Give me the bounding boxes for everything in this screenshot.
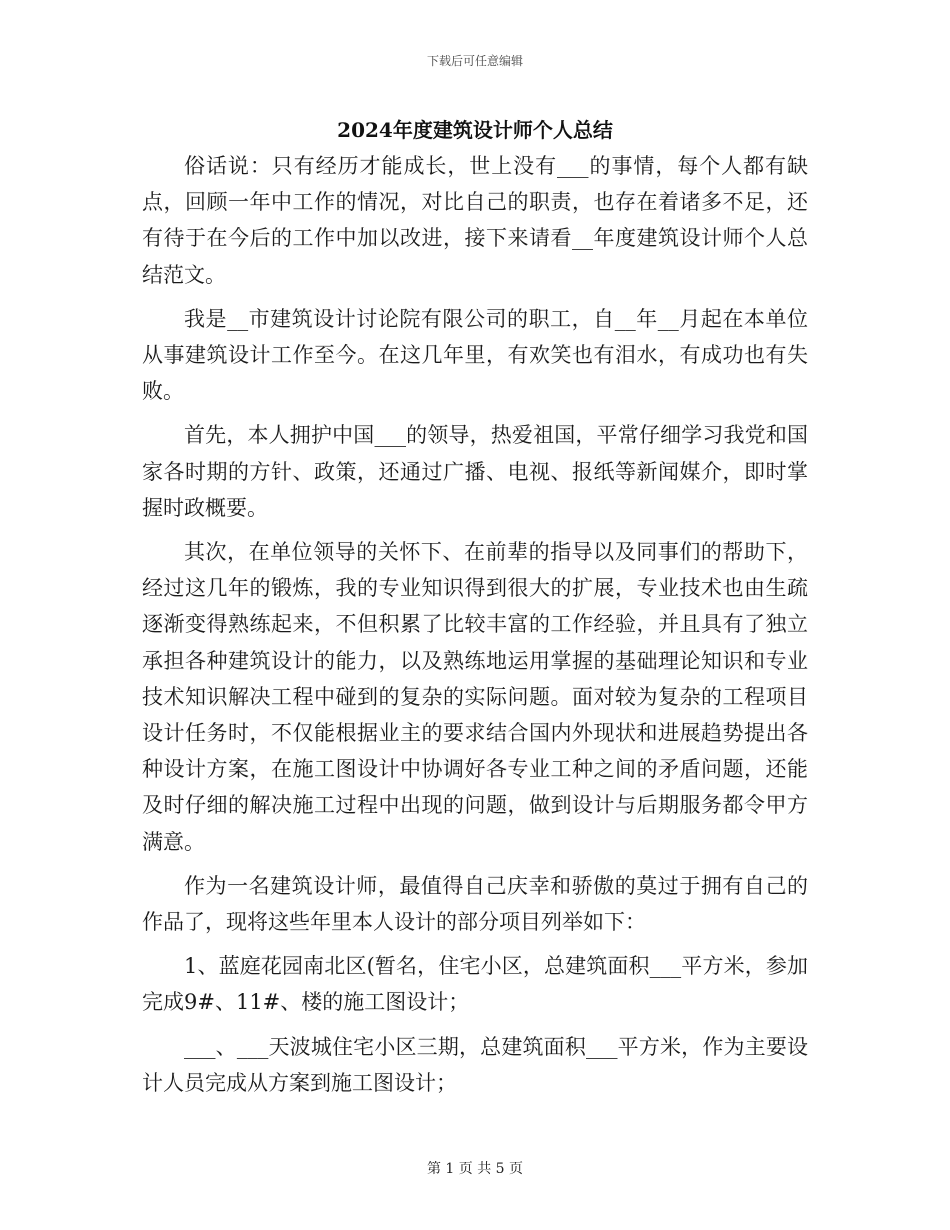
- paragraph-project-1: 1、蓝庭花园南北区(暂名，住宅小区，总建筑面积___平方米，参加完成9#、11#、楼的施工图设计；: [142, 954, 808, 1015]
- paragraph-self-introduction: 我是__市建筑设计讨论院有限公司的职工，自__年__月起在本单位从事建筑设计工作至今。在这几年里，有欢笑也有泪水，有成功也有失败。: [142, 306, 808, 404]
- paragraph-projects-intro: 作为一名建筑设计师，最值得自己庆幸和骄傲的莫过于拥有自己的作品了，现将这些年里本人设计的部分项目列举如下：: [142, 873, 808, 935]
- page-header-note: 下载后可任意编辑: [426, 54, 523, 68]
- paragraph-political-study: 首先，本人拥护中国___的领导，热爱祖国，平常仔细学习我党和国家各时期的方针、政策，还通过广播、电视、报纸等新闻媒介，即时掌握时政概要。: [142, 423, 808, 520]
- document-body: [142, 148, 808, 1109]
- page-number: 第 1 页 共 5 页: [426, 1161, 524, 1177]
- paragraph-professional-growth: 其次，在单位领导的关怀下、在前辈的指导以及同事们的帮助下，经过这几年的锻炼，我的专业知识得到很大的扩展，专业技术也由生疏逐渐变得熟练起来，不但积累了比较丰富的工作经验，并且具有了独立承担各种建筑设计的能力，以及熟练地运用掌握的基础理论知识和专业技术知识解决工程中碰到的复杂的实际问题。面对较为复杂的工程项目设计任务时，不仅能根据业主的要求结合国内外现状和进展趋势提出各种设计方案，在施工图设计中协调好各专业工种之间的矛盾问题，还能及时仔细的解决施工过程中出现的问题，做到设计与后期服务都令甲方满意。: [142, 540, 808, 854]
- paragraph-intro: 俗话说：只有经历才能成长，世上没有___的事情，每个人都有缺点，回顾一年中工作的情况，对比自己的职责，也存在着诸多不足，还有待于在今后的工作中加以改进，接下来请看__年度建筑设计师个人总结范文。: [142, 154, 808, 287]
- document-title: 2024年度建筑设计师个人总结: [337, 118, 613, 142]
- paragraph-project-2: ___、___天波城住宅小区三期，总建筑面积___平方米，作为主要设计人员完成从方案到施工图设计；: [142, 1034, 808, 1095]
